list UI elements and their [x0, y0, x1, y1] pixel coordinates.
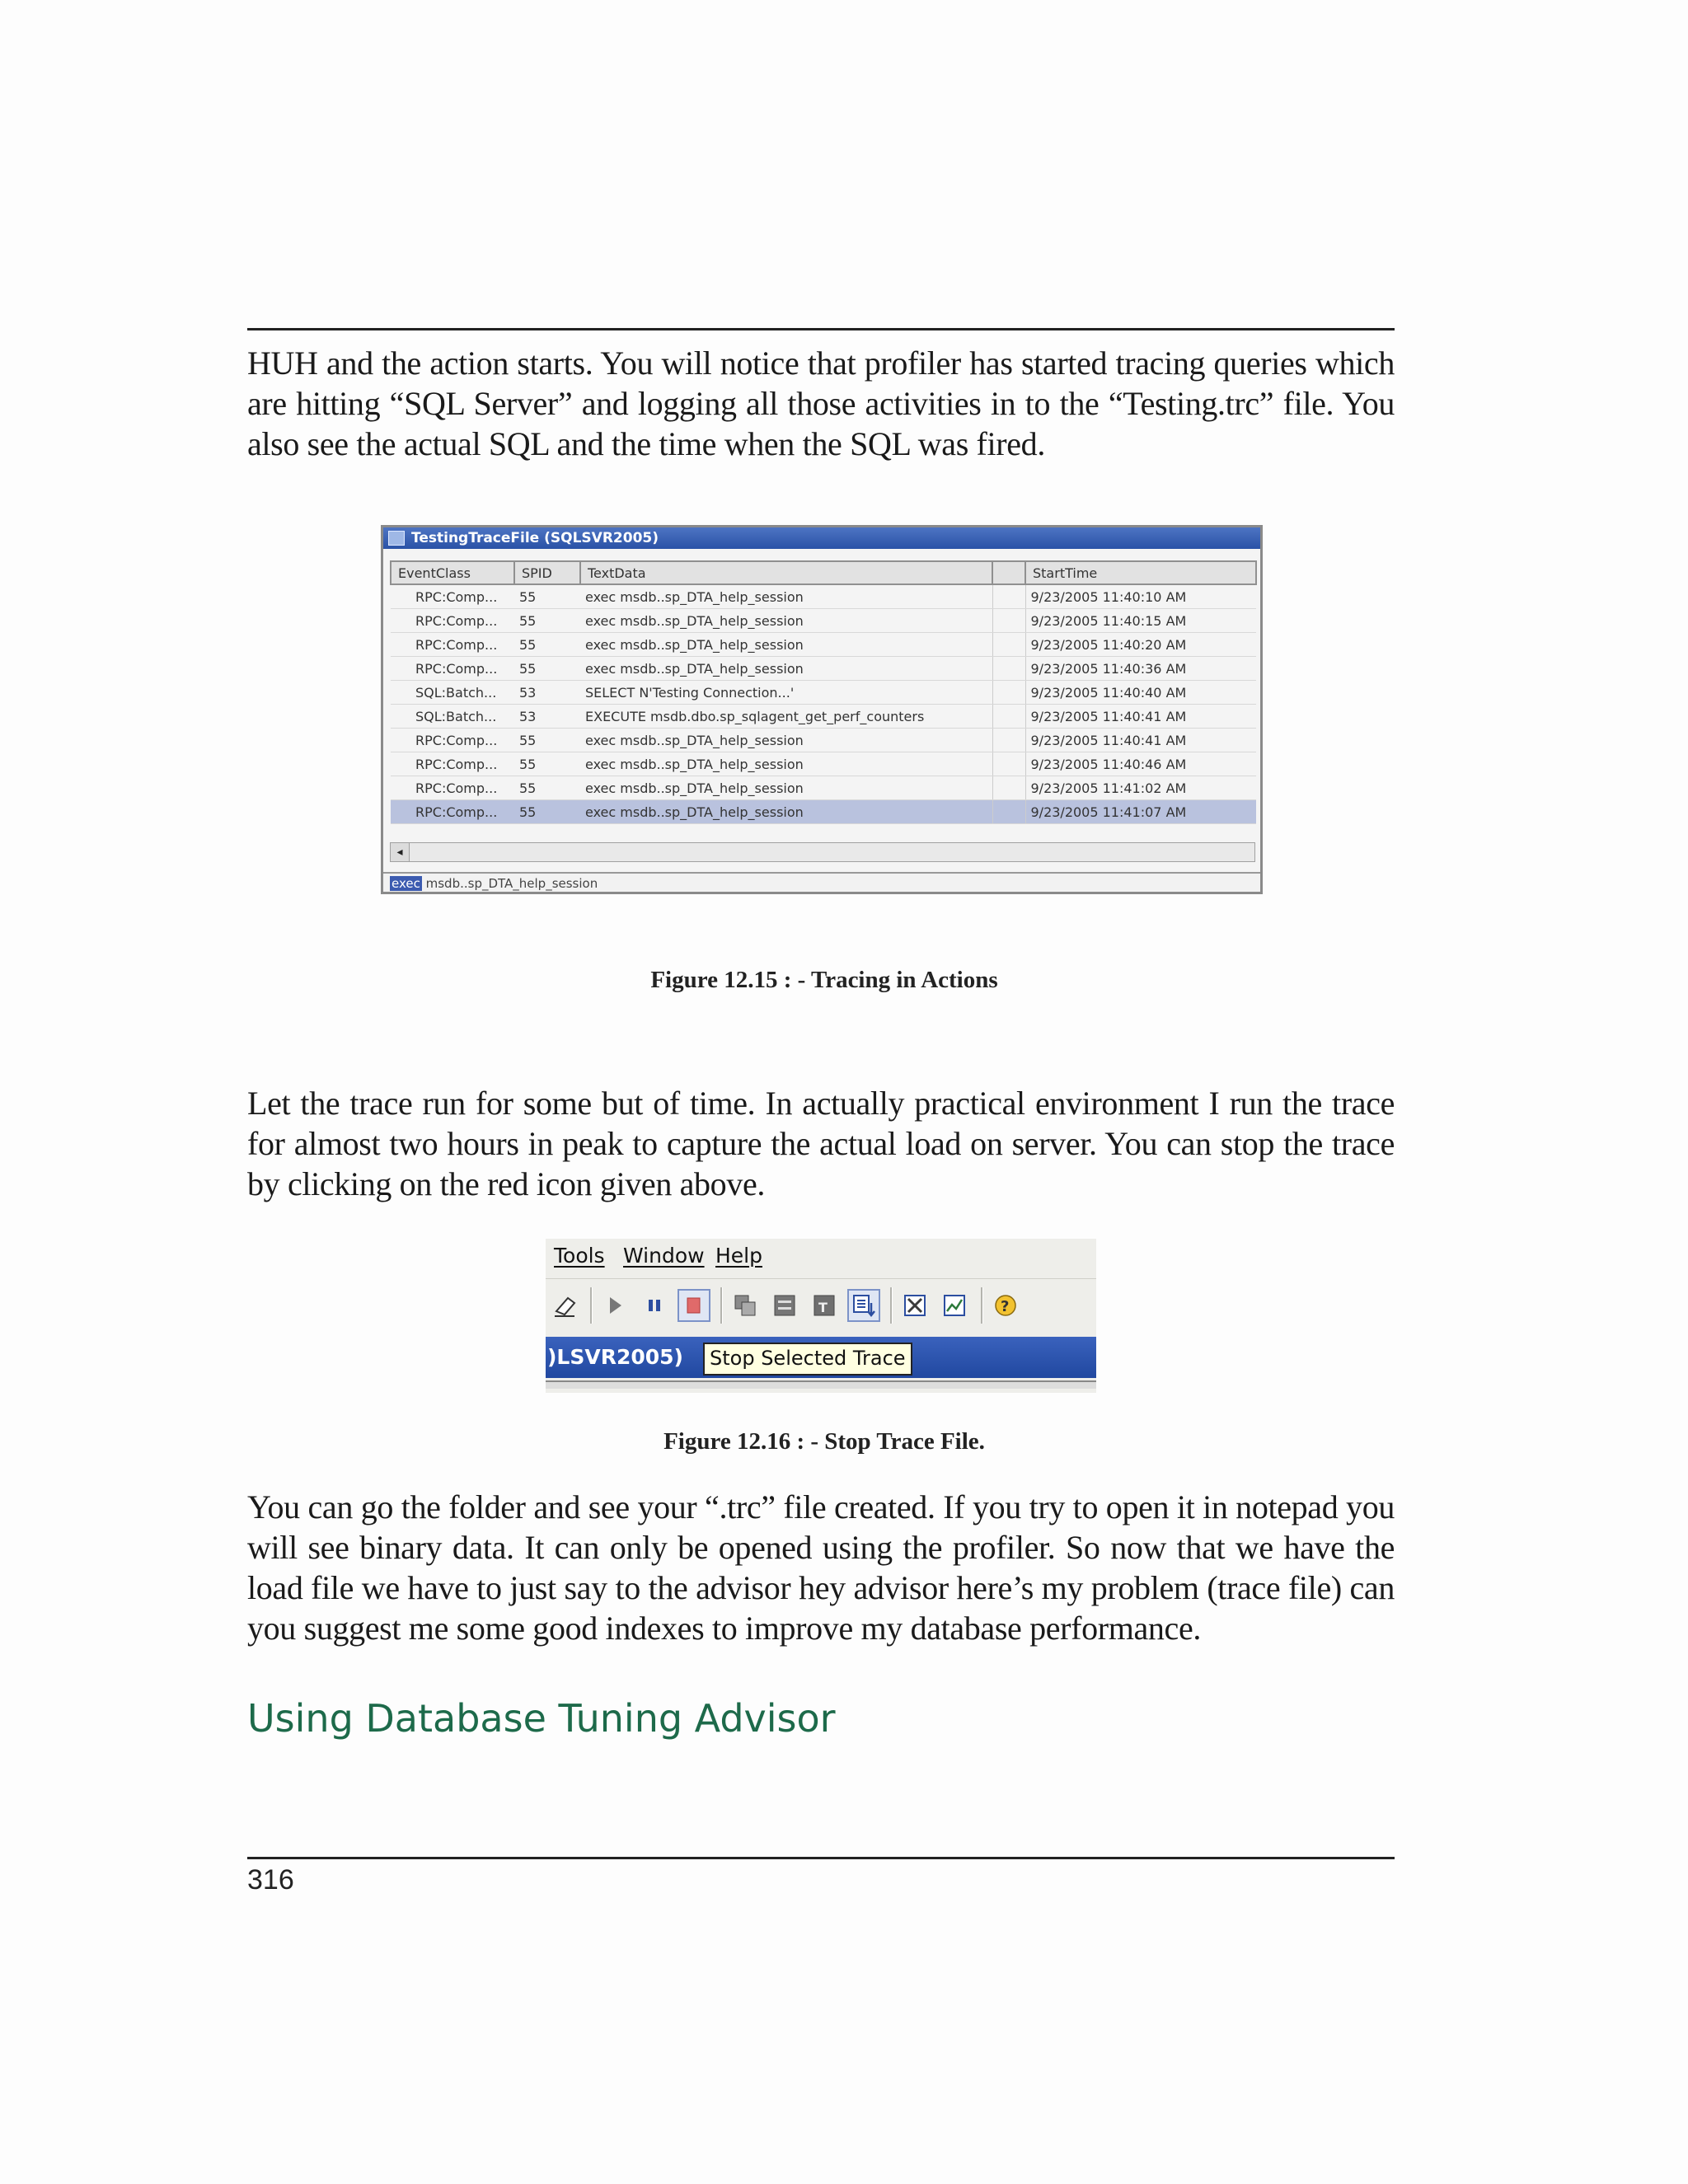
table-row[interactable]	[391, 657, 1256, 681]
template-icon[interactable]	[808, 1289, 841, 1322]
cell-gap	[992, 681, 1025, 705]
table-row[interactable]	[391, 729, 1256, 752]
cell-textdata: SELECT N'Testing Connection...'	[580, 681, 992, 705]
tuning-advisor-icon[interactable]	[898, 1289, 931, 1322]
eraser-icon[interactable]	[549, 1289, 582, 1322]
table-row[interactable]	[391, 681, 1256, 705]
cell-spid: 55	[514, 609, 580, 633]
cell-starttime: 9/23/2005 11:40:20 AM	[1025, 633, 1256, 657]
cell-textdata: exec msdb..sp_DTA_help_session	[580, 609, 992, 633]
toolbar-separator	[981, 1287, 983, 1324]
cell-gap	[992, 657, 1025, 681]
detail-text: msdb..sp_DTA_help_session	[421, 876, 598, 891]
trace-window-tab[interactable]	[546, 1337, 1096, 1378]
table-row[interactable]	[391, 752, 1256, 776]
trace-server-title: )LSVR2005)	[547, 1345, 683, 1369]
toolbar-separator	[590, 1287, 593, 1324]
page-number: 316	[247, 1864, 294, 1896]
cell-eventclass: RPC:Comp...	[391, 729, 514, 752]
cell-textdata: exec msdb..sp_DTA_help_session	[580, 776, 992, 800]
profiler-toolbar-screenshot	[546, 1239, 1096, 1393]
top-rule	[247, 328, 1395, 330]
trace-events-grid	[390, 560, 1257, 824]
cell-gap	[992, 633, 1025, 657]
bottom-rule	[247, 1857, 1395, 1859]
properties-icon[interactable]	[768, 1289, 801, 1322]
cell-spid: 55	[514, 584, 580, 609]
column-header-textdata[interactable]: TextData	[580, 561, 992, 584]
cell-starttime: 9/23/2005 11:40:36 AM	[1025, 657, 1256, 681]
cell-spid: 55	[514, 729, 580, 752]
cell-gap	[992, 729, 1025, 752]
cell-spid: 53	[514, 705, 580, 729]
cell-starttime: 9/23/2005 11:41:07 AM	[1025, 800, 1256, 824]
cell-starttime: 9/23/2005 11:40:15 AM	[1025, 609, 1256, 633]
menu-tools[interactable]: Tools	[554, 1244, 605, 1268]
cell-spid: 55	[514, 800, 580, 824]
cell-spid: 55	[514, 776, 580, 800]
column-header-starttime[interactable]: StartTime	[1025, 561, 1256, 584]
table-row[interactable]	[391, 633, 1256, 657]
menu-bar	[546, 1239, 1096, 1273]
toolbar-separator	[720, 1287, 723, 1324]
trace-rows	[391, 584, 1256, 824]
cell-eventclass: RPC:Comp...	[391, 657, 514, 681]
horizontal-scrollbar[interactable]	[390, 842, 1255, 862]
paragraph-trace-start: HUH and the action starts. You will notice that profiler has started tracing queries which are hitting “SQL Server” and logging all those activities in to the “Testing.trc” file. You also see the actual SQL and the time when the SQL was fired.	[247, 344, 1395, 462]
table-row[interactable]	[391, 800, 1256, 824]
cell-textdata: exec msdb..sp_DTA_help_session	[580, 752, 992, 776]
cell-gap	[992, 752, 1025, 776]
cell-spid: 55	[514, 633, 580, 657]
cell-starttime: 9/23/2005 11:40:46 AM	[1025, 752, 1256, 776]
menu-window[interactable]: Window	[623, 1244, 705, 1268]
cell-textdata: exec msdb..sp_DTA_help_session	[580, 584, 992, 609]
section-heading: Using Database Tuning Advisor	[247, 1696, 836, 1741]
cell-textdata: exec msdb..sp_DTA_help_session	[580, 657, 992, 681]
pause-icon[interactable]	[638, 1289, 671, 1322]
trace-window-title-bar[interactable]	[383, 527, 1260, 549]
paragraph-trc-file: You can go the folder and see your “.trc” file created. If you try to open it in notepad you will see binary data. It can only be opened using the profiler. So now that we have the load file we have to just say to the advisor hey advisor here’s my problem (trace file) can you suggest me some good indexes to improve my database performance.	[247, 1488, 1395, 1647]
cell-eventclass: RPC:Comp...	[391, 633, 514, 657]
stop-icon[interactable]	[678, 1289, 710, 1322]
cell-starttime: 9/23/2005 11:40:10 AM	[1025, 584, 1256, 609]
cell-eventclass: RPC:Comp...	[391, 776, 514, 800]
help-icon[interactable]	[989, 1289, 1022, 1322]
cell-gap	[992, 776, 1025, 800]
toolbar-separator	[890, 1287, 893, 1324]
cell-starttime: 9/23/2005 11:40:41 AM	[1025, 705, 1256, 729]
cell-starttime: 9/23/2005 11:41:02 AM	[1025, 776, 1256, 800]
cell-textdata: EXECUTE msdb.dbo.sp_sqlagent_get_perf_counters	[580, 705, 992, 729]
svg-text:?: ?	[1001, 1298, 1010, 1315]
play-icon[interactable]	[598, 1289, 631, 1322]
cell-gap	[992, 800, 1025, 824]
clone-icon[interactable]	[729, 1289, 762, 1322]
toolbar	[546, 1278, 1096, 1330]
menu-help[interactable]: Help	[715, 1244, 762, 1268]
cell-spid: 55	[514, 657, 580, 681]
cell-eventclass: RPC:Comp...	[391, 584, 514, 609]
cell-eventclass: RPC:Comp...	[391, 800, 514, 824]
table-row[interactable]	[391, 609, 1256, 633]
cell-spid: 55	[514, 752, 580, 776]
cell-eventclass: RPC:Comp...	[391, 752, 514, 776]
svg-text:T: T	[818, 1300, 828, 1315]
cell-textdata: exec msdb..sp_DTA_help_session	[580, 729, 992, 752]
cell-gap	[992, 584, 1025, 609]
window-border	[546, 1380, 1096, 1389]
profiler-trace-window	[381, 525, 1263, 894]
profiler-app-icon	[388, 531, 405, 546]
stop-trace-tooltip: Stop Selected Trace	[703, 1343, 912, 1376]
textdata-detail-pane	[383, 872, 1260, 893]
cell-eventclass: SQL:Batch...	[391, 705, 514, 729]
cell-eventclass: SQL:Batch...	[391, 681, 514, 705]
cell-textdata: exec msdb..sp_DTA_help_session	[580, 633, 992, 657]
column-header-gap	[992, 561, 1025, 584]
table-row[interactable]	[391, 705, 1256, 729]
cell-gap	[992, 609, 1025, 633]
paragraph-run-trace: Let the trace run for some but of time. In actually practical environment I run the trace for almost two hours in peak to capture the actual load on server. You can stop the trace by clicking on the red icon given above.	[247, 1085, 1395, 1202]
scroll-left-icon[interactable]: ◂	[391, 843, 410, 861]
column-header-spid[interactable]: SPID	[514, 561, 580, 584]
cell-gap	[992, 705, 1025, 729]
detail-keyword: exec	[392, 876, 420, 891]
trace-window-title: TestingTraceFile (SQLSVR2005)	[411, 530, 659, 546]
cell-eventclass: RPC:Comp...	[391, 609, 514, 633]
cell-textdata: exec msdb..sp_DTA_help_session	[580, 800, 992, 824]
cell-starttime: 9/23/2005 11:40:40 AM	[1025, 681, 1256, 705]
column-header-eventclass[interactable]: EventClass	[391, 561, 514, 584]
autoscroll-icon[interactable]	[847, 1289, 880, 1322]
table-row[interactable]	[391, 776, 1256, 800]
figure-caption: Figure 12.15 : - Tracing in Actions	[650, 967, 998, 993]
cell-spid: 53	[514, 681, 580, 705]
table-row[interactable]	[391, 584, 1256, 609]
perfmon-icon[interactable]	[938, 1289, 971, 1322]
cell-starttime: 9/23/2005 11:40:41 AM	[1025, 729, 1256, 752]
figure-caption: Figure 12.16 : - Stop Trace File.	[663, 1428, 985, 1455]
